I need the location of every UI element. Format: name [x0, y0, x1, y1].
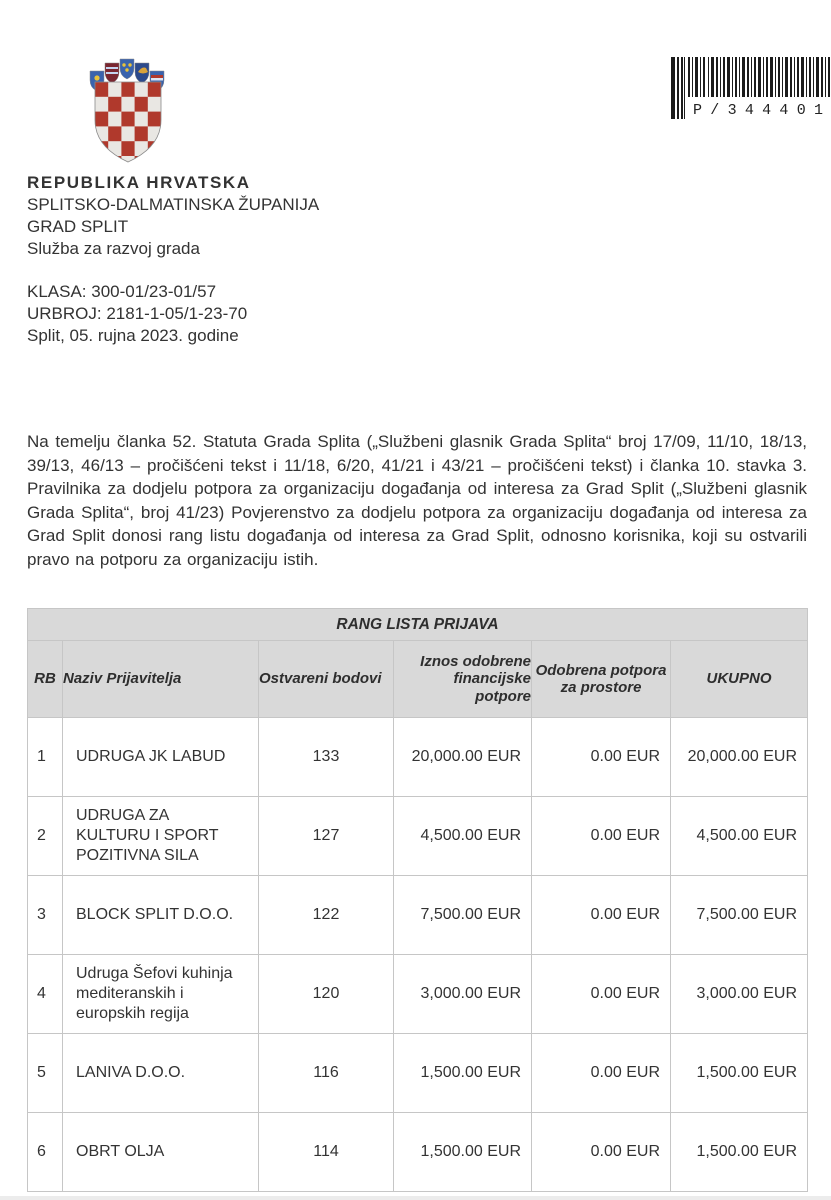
cell-points: 120: [259, 955, 394, 1034]
checkerboard-shield: [95, 82, 161, 164]
cell-points: 127: [259, 797, 394, 876]
cell-total: 1,500.00 EUR: [671, 1034, 808, 1113]
table-row: [28, 1034, 808, 1113]
cell-space-support: 0.00 EUR: [532, 1034, 671, 1113]
column-header-applicant: Naziv Prijavitelja: [63, 641, 259, 718]
cell-applicant: OBRT OLJA: [63, 1113, 259, 1192]
cell-financial-support: 20,000.00 EUR: [394, 718, 532, 797]
cell-financial-support: 7,500.00 EUR: [394, 876, 532, 955]
cell-rank: 1: [28, 718, 63, 797]
column-header-points: Ostvareni bodovi: [259, 641, 394, 718]
table-row: [28, 955, 808, 1034]
table-row: [28, 797, 808, 876]
cell-space-support: 0.00 EUR: [532, 955, 671, 1034]
cell-financial-support: 4,500.00 EUR: [394, 797, 532, 876]
letterhead-county: SPLITSKO-DALMATINSKA ŽUPANIJA: [27, 195, 320, 214]
cell-applicant: BLOCK SPLIT D.O.O.: [63, 876, 259, 955]
column-header-space-support: Odobrena potpora za prostore: [532, 641, 671, 718]
ranking-table: [27, 608, 808, 1192]
cell-total: 4,500.00 EUR: [671, 797, 808, 876]
table-row: [28, 1113, 808, 1192]
cell-financial-support: 1,500.00 EUR: [394, 1034, 532, 1113]
table-title: RANG LISTA PRIJAVA: [28, 609, 808, 641]
barcode-label: P/344401: [693, 102, 823, 119]
cell-applicant: UDRUGA ZA KULTURU I SPORT POZITIVNA SILA: [63, 797, 259, 876]
cell-rank: 4: [28, 955, 63, 1034]
cell-rank: 6: [28, 1113, 63, 1192]
place-date-line: Split, 05. rujna 2023. godine: [27, 326, 239, 345]
cell-points: 122: [259, 876, 394, 955]
cell-applicant: LANIVA D.O.O.: [63, 1034, 259, 1113]
table-body: [28, 718, 808, 1192]
cell-space-support: 0.00 EUR: [532, 876, 671, 955]
cell-points: 116: [259, 1034, 394, 1113]
cell-space-support: 0.00 EUR: [532, 1113, 671, 1192]
letterhead: [27, 172, 319, 260]
cell-space-support: 0.00 EUR: [532, 797, 671, 876]
letterhead-city: GRAD SPLIT: [27, 217, 129, 236]
cell-total: 1,500.00 EUR: [671, 1113, 808, 1192]
cell-financial-support: 3,000.00 EUR: [394, 955, 532, 1034]
letterhead-country: REPUBLIKA HRVATSKA: [27, 173, 251, 192]
table-row: [28, 876, 808, 955]
cell-total: 3,000.00 EUR: [671, 955, 808, 1034]
ranking-table-container: [27, 608, 808, 1192]
klasa-line: KLASA: 300-01/23-01/57: [27, 282, 217, 301]
cell-rank: 5: [28, 1034, 63, 1113]
letterhead-department: Služba za razvoj grada: [27, 239, 200, 258]
column-header-financial-support: Iznos odobrene financijske potpore: [394, 641, 532, 718]
table-row: [28, 718, 808, 797]
cell-financial-support: 1,500.00 EUR: [394, 1113, 532, 1192]
urbroj-line: URBROJ: 2181-1-05/1-23-70: [27, 304, 248, 323]
column-header-rank: RB: [28, 641, 63, 718]
cell-applicant: Udruga Šefovi kuhinja mediteranskih i europskih regija: [63, 955, 259, 1034]
cell-space-support: 0.00 EUR: [532, 718, 671, 797]
cell-points: 114: [259, 1113, 394, 1192]
cell-rank: 2: [28, 797, 63, 876]
cell-total: 20,000.00 EUR: [671, 718, 808, 797]
reference-block: [27, 281, 247, 347]
cell-rank: 3: [28, 876, 63, 955]
croatia-coat-of-arms-icon: [88, 56, 168, 164]
page-bottom-edge: [0, 1196, 831, 1200]
column-header-total: UKUPNO: [671, 641, 808, 718]
cell-applicant: UDRUGA JK LABUD: [63, 718, 259, 797]
cell-total: 7,500.00 EUR: [671, 876, 808, 955]
barcode: [671, 57, 831, 121]
intro-paragraph: Na temelju članka 52. Statuta Grada Splita („Službeni glasnik Grada Splita“ broj 17/09, 11/10, 18/13, 39/13, 46/13 – pročišćeni tekst i 11/18, 6/20, 41/21 i 43/21 – pročišćeni tekst) i članka 10. stavka 3. Pravilnika za dodjelu potpora za organizaciju događanja od interesa za Grad Split („Službeni glasnik Grada Splita“, broj 41/23) Povjerenstvo za dodjelu potpora za organizaciju događanja od interesa za Grad Split donosi rang listu događanja od interesa za Grad Split, odnosno korisnika, koji su ostvarili pravo na potporu za organizaciju istih.: [27, 432, 807, 569]
cell-points: 133: [259, 718, 394, 797]
